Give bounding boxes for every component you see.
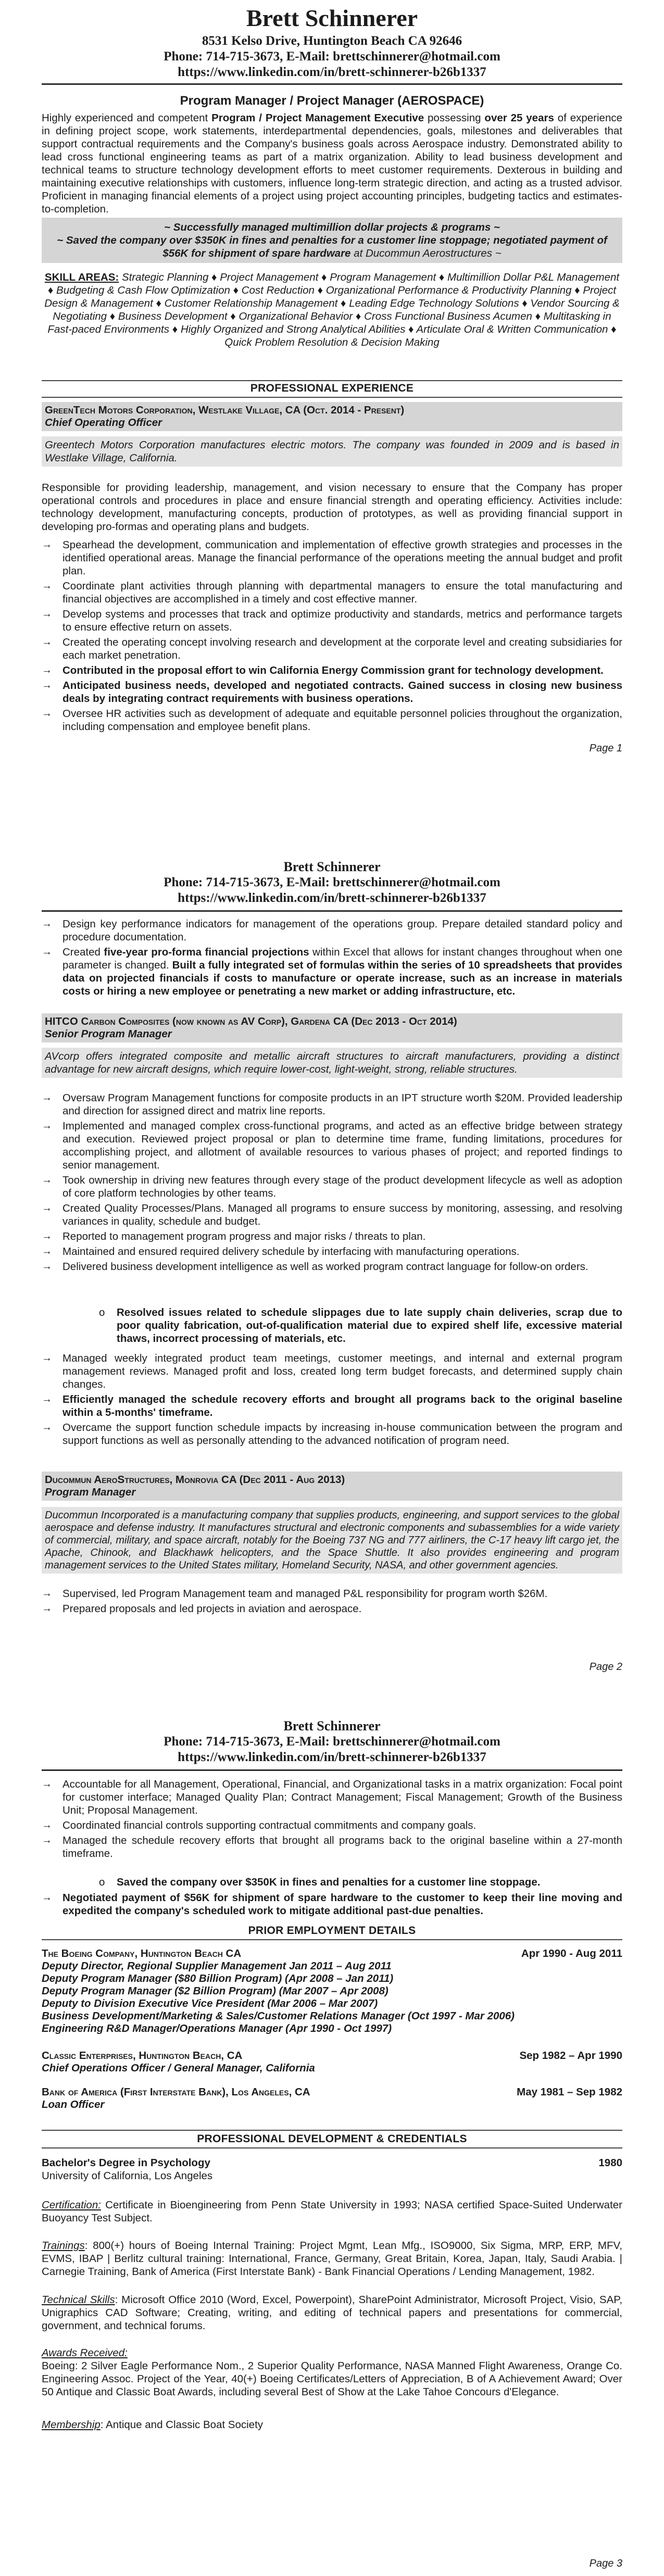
job2-bullets xyxy=(42,1091,622,1275)
job1-title: Chief Operating Officer xyxy=(45,417,162,429)
list-item: → Supervised, led Program Management team and managed P&L responsibility for program worth $26M. xyxy=(42,1588,548,1600)
list-item: o Resolved issues related to schedule slippages due to late supply chain deliveries, scrap due to poor quality fabrication, out-of-qualification material due to expired shelf life, excessive material thaws, incorrect processing of materials, etc. xyxy=(99,1306,622,1344)
prior-bofa xyxy=(42,2086,622,2111)
summary xyxy=(42,111,622,216)
development-line-top xyxy=(42,2130,622,2131)
address: 8531 Kelso Drive, Huntington Beach CA 92646 xyxy=(202,34,462,48)
section-prior: PRIOR EMPLOYMENT DETAILS xyxy=(248,1925,416,1937)
contact-line-p3: Phone: 714-715-3673, E-Mail: brettschinnerer@hotmail.com xyxy=(164,1735,500,1749)
awards-label: Awards Received: xyxy=(42,2347,128,2359)
highlight-line-2 xyxy=(52,234,612,260)
technical-text: : Microsoft Office 2010 (Word, Excel, Powerpoint), SharePoint Administrator, Microsoft Project, Visio, SAP, Unigraphics CAD Software; Creating, writing, and editing of technical papers and presentations for commercial, government, and technical forums. xyxy=(42,2294,623,2332)
prior-line xyxy=(42,1939,622,1940)
list-item: → Develop systems and processes that track and optimize productivity and standards, metrics and performance targets to ensure effective return on assets. xyxy=(42,608,622,633)
certification-text: Certificate in Bioengineering from Penn State University in 1993; NASA certified Space-Suited Underwater Buoyancy Test Subject. xyxy=(42,2199,622,2224)
list-item: → Implemented and managed complex cross-functional programs, and acted as an effective bridge between strategy and execution. Reviewed project proposal or plan to determine time frame, funding limitations, procedures for accomplishing project, and allotment of available resources to various phases of project; and reported findings to senior management. xyxy=(42,1120,622,1171)
list-item: → Created Quality Processes/Plans. Managed all programs to ensure success by monitoring, assessing, and resolving variances in quality, schedule and budget. xyxy=(42,1202,622,1227)
classic-company: Classic Enterprises, Huntington Beach, CA xyxy=(42,2050,243,2062)
membership-text: : Antique and Classic Boat Society xyxy=(100,2419,264,2431)
development-line-bottom xyxy=(42,2147,622,2148)
boeing-role: Business Development/Marketing & Sales/Customer Relations Manager (Oct 1997 - Mar 2006) xyxy=(42,2010,515,2022)
job2-bullets-more xyxy=(42,1352,622,1449)
list-item: → Created five-year pro-forma financial projections within Excel that allows for instant changes throughout when one parameter is changed. Built a fully integrated set of formulas within the series of 10 spreadsheets that provides data on projected financials if costs to manufacture or operate increase, such as an increase in materials costs or hiring a new employee or penetrating a new market or adding infrastructure, etc. xyxy=(42,946,622,997)
section-development: PROFESSIONAL DEVELOPMENT & CREDENTIALS xyxy=(197,2133,467,2145)
linkedin-url[interactable]: https://www.linkedin.com/in/brett-schinnerer-b26b1337 xyxy=(178,65,486,79)
candidate-name-p2: Brett Schinnerer xyxy=(283,859,381,874)
contact-line-p2: Phone: 714-715-3673, E-Mail: brettschinnerer@hotmail.com xyxy=(164,875,500,889)
boeing-role: Deputy to Division Executive Vice President (Mar 2006 – Mar 2007) xyxy=(42,1997,378,2009)
skill-areas xyxy=(42,271,622,349)
job3-title: Program Manager xyxy=(45,1486,136,1498)
list-item: → Managed weekly integrated product team meetings, customer meetings, and internal and external program management reviews. Managed profit and loss, created long term budget forecasts, and determined supply chain changes. xyxy=(42,1352,622,1390)
list-item: → Managed the schedule recovery efforts that brought all programs back to the original baseline within a 27-month timeframe. xyxy=(42,1834,622,1859)
section-experience: PROFESSIONAL EXPERIENCE xyxy=(250,382,414,394)
job2-header xyxy=(42,1013,622,1042)
job1-description: Greentech Motors Corporation manufactures electric motors. The company was founded in 2009 and is based in Westlake Village, California. xyxy=(42,436,622,467)
page-number-1: Page 1 xyxy=(589,743,622,754)
summary-text-1: Highly experienced and competent xyxy=(42,112,212,124)
job3-sub-bullets xyxy=(42,1876,622,1891)
prior-boeing xyxy=(42,1947,622,2035)
degree-year: 1980 xyxy=(598,2157,622,2169)
trainings-text: : 800(+) hours of Boeing Internal Training: Project Mgmt, Lean Mfg., ISO9000, Six Sigma, MRP, ERP, MFV, EVMS, IBAP | Berlitz cultural training: International, France, Germany, Great Britain, Korea, Japan, Italy, Saudi Arabia. | Carnegie Training, Bank of America (First Interstate Bank) - Bank Financial Operations / Lending Management, 1982. xyxy=(42,2240,622,2278)
skills-label: SKILL AREAS: xyxy=(44,271,119,283)
skills-text: Strategic Planning ♦ Project Management ♦ Program Management ♦ Multimillion Dollar P&L Management ♦ Budgeting & Cash Flow Optimization ♦ Cost Reduction ♦ Organizational Performance & Productivity Planning ♦ Project Design & Management ♦ Customer Relationship Management ♦ Leading Edge Technology Solutions ♦ Vendor Sourcing & Negotiating ♦ Business Development ♦ Organizational Behavior ♦ Cross Functional Business Acumen ♦ Multitasking in Fast-paced Environments ♦ Highly Organized and Strong Analytical Abilities ♦ Articulate Oral & Written Communication ♦ Quick Problem Resolution & Decision Making xyxy=(44,271,620,348)
classic-role: Chief Operations Officer / General Manager, California xyxy=(42,2062,315,2074)
awards xyxy=(42,2346,622,2398)
job2-title: Senior Program Manager xyxy=(45,1028,172,1040)
list-item: → Negotiated payment of $56K for shipment of spare hardware to the customer to keep their line moving and expedited the company's scheduled work to mitigate additional past-due penalties. xyxy=(42,1892,622,1917)
boeing-role: Deputy Program Manager ($80 Billion Program) (Apr 2008 – Jan 2011) xyxy=(42,1972,394,1984)
degree: Bachelor's Degree in Psychology xyxy=(42,2157,210,2169)
trainings xyxy=(42,2239,622,2278)
job3-bold-bullet xyxy=(42,1891,622,1919)
list-item: → Design key performance indicators for management of the operations group. Prepare detailed standard policy and procedure documentation. xyxy=(42,918,622,943)
summary-text-3: of experience in defining project scope, work statements, interdepartmental dependencies, goals, milestones and deliverables that support contractual requirements and the Company's business goals across Aerospace industry. Demonstrated ability to lead cross functional engineering teams as part of a matrix organization. Ability to lead business development and technical teams to structure technology development efforts to meet customer requirements. Dexterous in building and maintaining executive relationships with customers, influence long-term strategic direction, and acting as a trusted advisor. Proficient in managing financial elements of a project using project accounting principles, budgeting tactics and estimates-to-completion. xyxy=(42,112,622,215)
list-item: → Maintained and ensured required delivery schedule by interfacing with manufacturing operations. xyxy=(42,1246,520,1258)
summary-text-2: possessing xyxy=(424,112,485,124)
degree-row xyxy=(42,2157,622,2169)
job3-header xyxy=(42,1472,622,1501)
job1-company: GreenTech Motors Corporation, Westlake Village, CA (Oct. 2014 - Present) xyxy=(45,404,405,416)
bofa-company: Bank of America (First Interstate Bank), Los Angeles, CA xyxy=(42,2086,310,2098)
membership-label: Membership xyxy=(42,2419,101,2431)
bofa-row xyxy=(42,2086,622,2099)
job3-bullets-cont xyxy=(42,1778,622,1862)
list-item: → Coordinated financial controls supporting contractual commitments and company goals. xyxy=(42,1819,477,1831)
list-item: → Oversaw Program Management functions for composite products in an IPT structure worth $20M. Provided leadership and direction for assigned direct and matrix line reports. xyxy=(42,1092,622,1117)
list-item: → Delivered business development intelligence as well as worked program contract language for follow-on orders. xyxy=(42,1261,588,1273)
boeing-row xyxy=(42,1947,622,1960)
contact-line: Phone: 714-715-3673, E-Mail: brettschinnerer@hotmail.com xyxy=(164,49,500,64)
header-divider-p3 xyxy=(42,1769,622,1771)
job1-header xyxy=(42,402,622,431)
list-item: → Oversee HR activities such as development of adequate and equitable personnel policies throughout the organization, including compensation and employee benefit plans. xyxy=(42,708,622,733)
experience-line-bottom xyxy=(42,397,622,398)
boeing-role: Deputy Program Manager ($2 Billion Program) (Mar 2007 – Apr 2008) xyxy=(42,1985,389,1997)
linkedin-url-p3[interactable]: https://www.linkedin.com/in/brett-schinnerer-b26b1337 xyxy=(178,1750,486,1764)
job2-company: HITCO Carbon Composites (now known as AV Corp), Gardena CA (Dec 2013 - Oct 2014) xyxy=(45,1015,457,1027)
experience-line-top xyxy=(42,380,622,381)
linkedin-url-p2[interactable]: https://www.linkedin.com/in/brett-schinnerer-b26b1337 xyxy=(178,891,486,905)
classic-dates: Sep 1982 – Apr 1990 xyxy=(519,2050,622,2062)
page-number-3: Page 3 xyxy=(589,2558,622,2569)
list-item: → Contributed in the proposal effort to win California Energy Commission grant for technology development. xyxy=(42,664,604,676)
prior-classic xyxy=(42,2050,622,2075)
header-divider xyxy=(42,83,622,85)
highlight-line-2-tail: at Ducommun Aerostructures ~ xyxy=(350,247,502,259)
education xyxy=(42,2157,622,2182)
school: University of California, Los Angeles xyxy=(42,2170,213,2182)
technical-skills xyxy=(42,2293,622,2332)
highlight-line-1: ~ Successfully managed multimillion dollar projects & programs ~ xyxy=(164,221,500,233)
header-divider-p2 xyxy=(42,910,622,912)
list-item: → Created the operating concept involving research and development at the corporate level and creating subsidiaries for each market penetration. xyxy=(42,636,622,661)
summary-bold-1: Program / Project Management Executive xyxy=(211,112,424,124)
technical-label: Technical Skills xyxy=(42,2294,115,2306)
certification xyxy=(42,2198,622,2225)
boeing-role: Engineering R&D Manager/Operations Manager (Apr 1990 - Oct 1997) xyxy=(42,2022,392,2034)
job1-bullets xyxy=(42,538,622,735)
boeing-company: The Boeing Company, Huntington Beach CA xyxy=(42,1947,242,1959)
list-item: → Accountable for all Management, Operational, Financial, and Organizational tasks in a matrix organization: Focal point for customer interface; Managed Quality Plan; Contract Management; Fiscal Management; Growth of the Business Unit; Proposal Management. xyxy=(42,1778,622,1816)
candidate-name: Brett Schinnerer xyxy=(246,5,418,31)
list-item: → Prepared proposals and led projects in aviation and aerospace. xyxy=(42,1603,362,1615)
job1-bullets-cont xyxy=(42,918,622,1000)
bofa-role: Loan Officer xyxy=(42,2099,105,2110)
list-item: → Efficiently managed the schedule recovery efforts and brought all programs back to the original baseline within a 5-months' timeframe. xyxy=(42,1393,622,1418)
trainings-label: Trainings xyxy=(42,2240,85,2252)
membership xyxy=(42,2418,622,2431)
highlight-line-2-bold: ~ Saved the company over $350K in fines and penalties for a customer line stoppage; negotiated payment of $56K for shipment of spare hardware xyxy=(57,234,607,259)
job3-bullets xyxy=(42,1587,622,1617)
job1-intro: Responsible for providing leadership, management, and vision necessary to ensure that the Company has proper operational controls and procedures in place and ensure financial strength and operating efficiency. Activities include: technology development, manufacturing concepts, production of prototypes, as well as providing financial support in developing pro-formas and operating plans and budgets. xyxy=(42,482,622,533)
list-item: → Reported to management program progress and major risks / threats to plan. xyxy=(42,1230,426,1242)
candidate-name-p3: Brett Schinnerer xyxy=(283,1718,381,1733)
headline: Program Manager / Project Manager (AEROSPACE) xyxy=(180,94,484,108)
job3-description: Ducommun Incorporated is a manufacturing company that supplies products, engineering, and support services to the global aerospace and defense industry. It manufactures structural and electronic components and subassemblies for a wide variety of commercial, military, and space aircraft, notably for the Boeing 737 NG and 777 airliners, the C-17 heavy lift cargo jet, the Apache, Chinook, and Blackhawk helicopters, and the Space Shuttle. It also provides engineering and program management services to the United States military, Homeland Security, NASA, and other government agencies. xyxy=(42,1507,622,1574)
summary-bold-2: over 25 years xyxy=(484,112,554,124)
bofa-dates: May 1981 – Sep 1982 xyxy=(517,2086,622,2098)
job3-company: Ducommun AeroStructures, Monrovia CA (Dec 2011 - Aug 2013) xyxy=(45,1474,345,1486)
list-item: → Anticipated business needs, developed and negotiated contracts. Gained success in closing new business deals by integrating contract requirements with business operations. xyxy=(42,680,622,705)
certification-label: Certification: xyxy=(42,2199,101,2211)
list-item: → Overcame the support function schedule impacts by increasing in-house communication between the program and support functions as well as personally attending to the advanced notification of program need. xyxy=(42,1422,622,1447)
classic-row xyxy=(42,2050,622,2062)
job2-sub-bullets xyxy=(42,1306,622,1347)
awards-text: Boeing: 2 Silver Eagle Performance Nom., 2 Superior Quality Performance, NASA Manned Flight Awareness, Orange Co. Engineering Assoc. Project of the Year, 40(+) Boeing Certificates/Letters of Appreciation, B of A Achievement Award; Over 50 Antique and Classic Boat Awards, including several Best of Show at the Lake Tahoe Concours d'Elegance. xyxy=(42,2360,622,2398)
list-item: → Took ownership in driving new features through every stage of the product development lifecycle as well as adoption of core platform technologies by other teams. xyxy=(42,1174,622,1199)
boeing-role: Deputy Director, Regional Supplier Management Jan 2011 – Aug 2011 xyxy=(42,1960,392,1972)
boeing-dates: Apr 1990 - Aug 2011 xyxy=(521,1947,622,1959)
highlight-box xyxy=(42,218,622,263)
job2-description: AVcorp offers integrated composite and metallic aircraft structures to aircraft manufacturers, providing a distinct advantage for new aircraft designs, which require lower-cost, light-weight, strong, reliable structures. xyxy=(42,1048,622,1078)
list-item: → Spearhead the development, communication and implementation of effective growth strategies and processes in the identified operational areas. Manage the financial performance of the operations meeting the annual budget and profit plan. xyxy=(42,539,622,577)
page-number-2: Page 2 xyxy=(589,1661,622,1673)
list-item: o Saved the company over $350K in fines and penalties for a customer line stoppage. xyxy=(99,1876,541,1888)
list-item: → Coordinate plant activities through planning with departmental managers to ensure the total manufacturing and financial objectives are accomplished in a timely and cost effective manner. xyxy=(42,580,622,605)
